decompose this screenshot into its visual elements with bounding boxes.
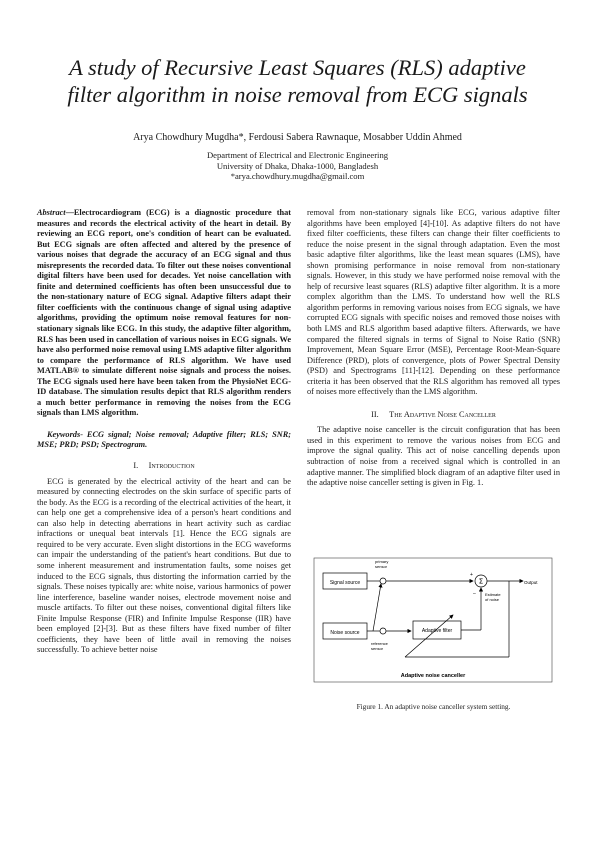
right-column [307,208,560,489]
university: University of Dhaka, Dhaka-1000, Bangladesh [216,160,379,171]
figure-caption: Figure 1. An adaptive noise canceller system setting. [356,702,511,711]
title-line-2: filter algorithm in noise removal from ECG signals [67,82,528,107]
plus-sign: + [470,572,473,578]
abstract [37,208,291,419]
signal-source-label: Signal source [329,580,361,586]
affiliation [40,150,555,182]
primary-sensor-label-2: sensor [375,564,388,569]
reference-sensor-node [380,628,386,634]
paper-title [40,54,555,108]
section-1-title: Introduction [148,461,195,471]
noise-source-label: Noise source [330,630,360,636]
abstract-dash: — [65,208,74,217]
section-2-paragraph: The adaptive noise canceller is the circuit configuration that has been used in this experiment to remove the various noises from ECG and improve the signal quality. This act of noise cancelling depends upon subtraction of noise from a received signal which is controlled in an adaptive manner. The simplified block diagram of an adaptive filter used in the adaptive noise canceller setting is given in Fig. 1. [307,425,560,488]
reference-sensor-label-1: reference [371,641,388,646]
output-label: Output [524,580,538,585]
section-heading-2 [307,410,560,421]
minus-sign: – [473,591,476,597]
keywords: Keywords- ECG signal; Noise removal; Adaptive filter; RLS; SNR; MSE; PRD; PSD; Spectrogram. [37,429,291,450]
title-line-1: A study of Recursive Least Squares (RLS) adaptive [69,55,526,80]
estimate-label-2: of noise [485,597,500,602]
section-1-number: I. [133,461,139,471]
author-email: *arya.chowdhury.mugdha@gmail.com [230,171,365,182]
reference-sensor-label-2: sensor [371,646,384,651]
abstract-label: Abstract [37,208,66,217]
department: Department of Electrical and Electronic Engineering [206,150,389,160]
section-2-title: The Adaptive Noise Canceller [389,409,496,419]
abstract-text: Electrocardiogram (ECG) is a diagnostic procedure that measures and records the electrical activity of the heart in detail. By reviewing an ECG report, one's condition of heart can be evaluated. But ECG signals are often affected and altered by the presence of various noises that degrade the accuracy of an ECG signal and thus misrepresents the recorded data. To filter out these noises conventional digital filters have been used for decades. Yet noise cancellation with finite and determined coefficients has often been unsuccessful due to the non-stationary nature of ECG signal. Adaptive filters adapt their filter coefficients with the continuous change of signal using adaptive algorithms, providing the optimum noise removal features for non-stationary signals like ECG. In this study, the adaptive filter algorithm, RLS has been used in cancellation of various noises in ECG signals. We have also performed noise removal using LMS adaptive filter algorithm to compare the performance of RLS algorithm. We have used MATLAB® to simulate different noise signals and process the noises. The ECG signals used here have been taken from the PhysioNet ECG-ID database. The simulation results depict that RLS algorithm renders a much better performance in removing the noises from the ECG signals than LMS algorithm. [37,208,291,418]
sigma-symbol: Σ [478,577,484,586]
figure-1-block-diagram [313,557,553,697]
author-list: Arya Chowdhury Mugdha*, Ferdousi Sabera Rawnaque, Mosabber Uddin Ahmed [133,132,462,143]
adaptive-filter-label: Adaptive filter [421,628,453,634]
introduction-continued: removal from non-stationary signals like ECG, various adaptive filter algorithms have been employed [4]-[10]. As adaptive filters do not have fixed filter coefficients, these filters can change their filter coefficients to reduce the noise present in the signal through adaptation. Even the most basic adaptive filter algorithms, like the least mean squares (LMS), have shown promising performance in noise removal from non-stationary signals. However, in this study we have performed noise removal with the help of recursive least squares (RLS) adaptive filter algorithm. It is a more complex algorithm than the LMS. To understand how well the RLS algorithm performs in removing various noises from ECG signals, we have corrupted ECG signals with specific noises and removed those noises with both LMS and RLS algorithm based adaptive filters. Afterwards, we have compared the filtered signals in terms of Signal to Noise Ratio (SNR) Improvement, Mean Square Error (MSE), Percentage Root-Mean-Square Difference (PRD), plots of convergence, plots of Power Spectral Density (PSD) and Spectrograms [11]-[12]. Depending on these performance criteria it has been observed that the RLS algorithm has removed all types of noises more effectively than the LMS algorithm. [307,208,560,397]
estimate-label-1: Estimate [485,592,501,597]
noise-coupling-line [373,584,381,631]
section-2-number: II. [371,409,379,419]
diagram-footer: Adaptive noise canceller [400,673,466,679]
primary-sensor-node [380,578,386,584]
introduction-paragraph: ECG is generated by the electrical activity of the heart and can be measured by connecting electrodes on the skin surface of specific parts of the body. As the ECG is a recording of the electrical activities of the heart, it can help one get a comprehensive idea of a person's heart conditions and can also help in detecting aberrations in heart activity such as cardiac infractions or unequal beat intervals [1]. Hence the ECG signals are required to be very accurate. Even slight distortions in the ECG waveforms can impair the understanding of the patient's heart conditions. But due to some inherent measurement and instrumentation faults, some noises get induced to the ECG signals, thus distorting the information carried by the signals. These noises typically are: white noise, various harmonics of power line interference, baseline wander noises, electrode movement noise and muscle artifacts. To filter out these noises, conventional digital filters like Finite Impulse Response (FIR) and Infinite Impulse Response (IIR) have been employed [2]-[3]. But as these filters have fixed number of filter coefficients, they have been of little avail in removing the noises successfully. To achieve better noise [37,476,291,655]
left-column [37,208,291,656]
primary-sensor-label-1: primary [375,559,389,564]
section-heading-1 [37,461,291,472]
block-diagram-svg [313,557,553,697]
